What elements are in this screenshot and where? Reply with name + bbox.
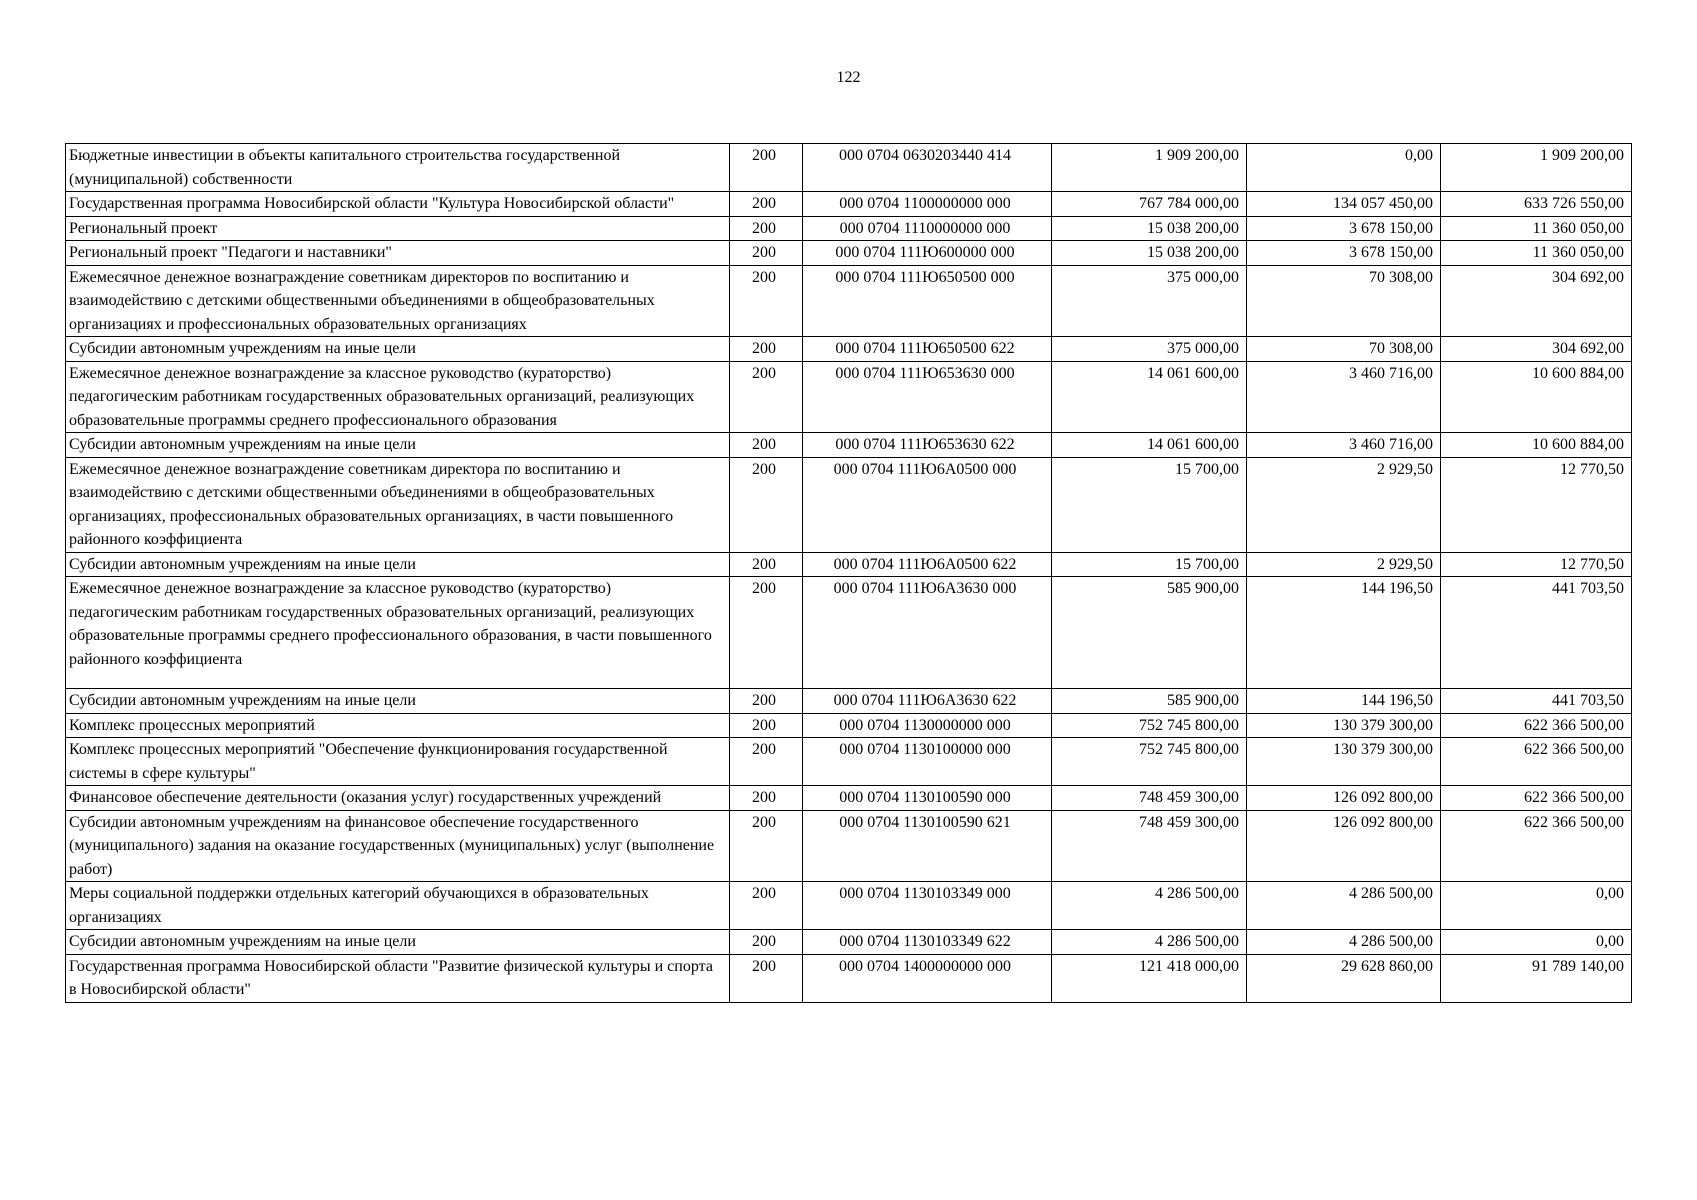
row-classification-code-cell: 000 0704 111Ю6А0500 622 xyxy=(803,552,1052,577)
row-code-cell: 200 xyxy=(730,337,803,362)
row-code-cell: 200 xyxy=(730,954,803,1002)
row-classification-code-cell: 000 0704 1130000000 000 xyxy=(803,713,1052,738)
row-code-cell: 200 xyxy=(730,361,803,433)
row-code-cell: 200 xyxy=(730,689,803,714)
row-name-cell: Ежемесячное денежное вознаграждение за классное руководство (кураторство) педагогическим работникам государственных образовательных организаций, реализующих образовательные программы среднего профессионального образования, в части повышенного районного коэффициента xyxy=(66,577,730,689)
row-executed-amount-cell: 3 678 150,00 xyxy=(1247,216,1441,241)
table-row xyxy=(66,265,1632,337)
row-unexecuted-amount-cell: 12 770,50 xyxy=(1441,457,1632,552)
row-executed-amount-cell: 29 628 860,00 xyxy=(1247,954,1441,1002)
row-code-cell: 200 xyxy=(730,713,803,738)
row-executed-amount-cell: 4 286 500,00 xyxy=(1247,930,1441,955)
table-row xyxy=(66,738,1632,786)
row-executed-amount-cell: 2 929,50 xyxy=(1247,457,1441,552)
row-classification-code-cell: 000 0704 1130100000 000 xyxy=(803,738,1052,786)
row-name-cell: Бюджетные инвестиции в объекты капитального строительства государственной (муниципальной) собственности xyxy=(66,144,730,192)
row-code-cell: 200 xyxy=(730,265,803,337)
table-row xyxy=(66,577,1632,689)
row-unexecuted-amount-cell: 633 726 550,00 xyxy=(1441,192,1632,217)
table-row xyxy=(66,930,1632,955)
row-code-cell: 200 xyxy=(730,216,803,241)
row-unexecuted-amount-cell: 1 909 200,00 xyxy=(1441,144,1632,192)
row-unexecuted-amount-cell: 11 360 050,00 xyxy=(1441,241,1632,266)
row-code-cell: 200 xyxy=(730,457,803,552)
row-executed-amount-cell: 130 379 300,00 xyxy=(1247,713,1441,738)
table-row xyxy=(66,882,1632,930)
row-code-cell: 200 xyxy=(730,552,803,577)
row-name-cell: Комплекс процессных мероприятий "Обеспечение функционирования государственной системы в сфере культуры" xyxy=(66,738,730,786)
row-executed-amount-cell: 144 196,50 xyxy=(1247,689,1441,714)
row-code-cell: 200 xyxy=(730,241,803,266)
row-approved-amount-cell: 748 459 300,00 xyxy=(1052,786,1247,811)
table-row xyxy=(66,241,1632,266)
table-row xyxy=(66,810,1632,882)
row-unexecuted-amount-cell: 304 692,00 xyxy=(1441,337,1632,362)
row-name-cell: Государственная программа Новосибирской области "Развитие физической культуры и спорта в Новосибирской области" xyxy=(66,954,730,1002)
row-classification-code-cell: 000 0704 111Ю653630 000 xyxy=(803,361,1052,433)
row-classification-code-cell: 000 0704 111Ю650500 000 xyxy=(803,265,1052,337)
row-approved-amount-cell: 14 061 600,00 xyxy=(1052,361,1247,433)
row-executed-amount-cell: 70 308,00 xyxy=(1247,265,1441,337)
table-row xyxy=(66,954,1632,1002)
row-name-cell: Субсидии автономным учреждениям на финансовое обеспечение государственного (муниципального) задания на оказание государственных (муниципальных) услуг (выполнение работ) xyxy=(66,810,730,882)
row-classification-code-cell: 000 0704 111Ю650500 622 xyxy=(803,337,1052,362)
row-unexecuted-amount-cell: 91 789 140,00 xyxy=(1441,954,1632,1002)
row-executed-amount-cell: 3 678 150,00 xyxy=(1247,241,1441,266)
row-unexecuted-amount-cell: 10 600 884,00 xyxy=(1441,361,1632,433)
row-code-cell: 200 xyxy=(730,882,803,930)
row-classification-code-cell: 000 0704 1130103349 000 xyxy=(803,882,1052,930)
row-approved-amount-cell: 1 909 200,00 xyxy=(1052,144,1247,192)
row-approved-amount-cell: 121 418 000,00 xyxy=(1052,954,1247,1002)
table-row xyxy=(66,433,1632,458)
page-number: 122 xyxy=(836,69,861,86)
row-approved-amount-cell: 767 784 000,00 xyxy=(1052,192,1247,217)
table-row xyxy=(66,786,1632,811)
table-row xyxy=(66,689,1632,714)
row-executed-amount-cell: 70 308,00 xyxy=(1247,337,1441,362)
table-row xyxy=(66,216,1632,241)
row-code-cell: 200 xyxy=(730,930,803,955)
row-code-cell: 200 xyxy=(730,192,803,217)
budget-execution-table xyxy=(65,143,1632,1003)
table-row xyxy=(66,337,1632,362)
row-approved-amount-cell: 4 286 500,00 xyxy=(1052,882,1247,930)
row-unexecuted-amount-cell: 0,00 xyxy=(1441,882,1632,930)
row-unexecuted-amount-cell: 304 692,00 xyxy=(1441,265,1632,337)
row-name-cell: Финансовое обеспечение деятельности (оказания услуг) государственных учреждений xyxy=(66,786,730,811)
row-code-cell: 200 xyxy=(730,144,803,192)
row-name-cell: Государственная программа Новосибирской области "Культура Новосибирской области" xyxy=(66,192,730,217)
row-executed-amount-cell: 126 092 800,00 xyxy=(1247,786,1441,811)
row-code-cell: 200 xyxy=(730,786,803,811)
row-approved-amount-cell: 375 000,00 xyxy=(1052,265,1247,337)
row-classification-code-cell: 000 0704 0630203440 414 xyxy=(803,144,1052,192)
row-name-cell: Меры социальной поддержки отдельных категорий обучающихся в образовательных организациях xyxy=(66,882,730,930)
row-name-cell: Ежемесячное денежное вознаграждение советникам директора по воспитанию и взаимодействию с детскими общественными объединениями в общеобразовательных организациях, профессиональных образовательных организациях, в части повышенного районного коэффициента xyxy=(66,457,730,552)
row-executed-amount-cell: 4 286 500,00 xyxy=(1247,882,1441,930)
row-classification-code-cell: 000 0704 1110000000 000 xyxy=(803,216,1052,241)
row-code-cell: 200 xyxy=(730,433,803,458)
row-executed-amount-cell: 3 460 716,00 xyxy=(1247,433,1441,458)
row-executed-amount-cell: 134 057 450,00 xyxy=(1247,192,1441,217)
row-approved-amount-cell: 15 038 200,00 xyxy=(1052,241,1247,266)
row-executed-amount-cell: 2 929,50 xyxy=(1247,552,1441,577)
row-name-cell: Региональный проект xyxy=(66,216,730,241)
table-row xyxy=(66,457,1632,552)
row-name-cell: Ежемесячное денежное вознаграждение за классное руководство (кураторство) педагогическим работникам государственных образовательных организаций, реализующих образовательные программы среднего профессионального образования xyxy=(66,361,730,433)
row-classification-code-cell: 000 0704 1130100590 621 xyxy=(803,810,1052,882)
row-executed-amount-cell: 144 196,50 xyxy=(1247,577,1441,689)
row-unexecuted-amount-cell: 622 366 500,00 xyxy=(1441,713,1632,738)
row-executed-amount-cell: 3 460 716,00 xyxy=(1247,361,1441,433)
row-unexecuted-amount-cell: 0,00 xyxy=(1441,930,1632,955)
row-classification-code-cell: 000 0704 1130103349 622 xyxy=(803,930,1052,955)
row-executed-amount-cell: 126 092 800,00 xyxy=(1247,810,1441,882)
row-classification-code-cell: 000 0704 1100000000 000 xyxy=(803,192,1052,217)
row-approved-amount-cell: 748 459 300,00 xyxy=(1052,810,1247,882)
row-name-cell: Субсидии автономным учреждениям на иные цели xyxy=(66,930,730,955)
row-name-cell: Субсидии автономным учреждениям на иные цели xyxy=(66,552,730,577)
row-name-cell: Региональный проект "Педагоги и наставники" xyxy=(66,241,730,266)
row-unexecuted-amount-cell: 10 600 884,00 xyxy=(1441,433,1632,458)
row-classification-code-cell: 000 0704 1130100590 000 xyxy=(803,786,1052,811)
table-row xyxy=(66,192,1632,217)
row-approved-amount-cell: 752 745 800,00 xyxy=(1052,713,1247,738)
table-row xyxy=(66,144,1632,192)
row-name-cell: Субсидии автономным учреждениям на иные цели xyxy=(66,689,730,714)
row-name-cell: Ежемесячное денежное вознаграждение советникам директоров по воспитанию и взаимодействию с детскими общественными объединениями в общеобразовательных организациях и профессиональных образовательных организациях xyxy=(66,265,730,337)
row-name-cell: Субсидии автономным учреждениям на иные цели xyxy=(66,433,730,458)
row-approved-amount-cell: 585 900,00 xyxy=(1052,577,1247,689)
row-approved-amount-cell: 752 745 800,00 xyxy=(1052,738,1247,786)
row-approved-amount-cell: 375 000,00 xyxy=(1052,337,1247,362)
row-approved-amount-cell: 585 900,00 xyxy=(1052,689,1247,714)
row-unexecuted-amount-cell: 622 366 500,00 xyxy=(1441,810,1632,882)
row-classification-code-cell: 000 0704 1400000000 000 xyxy=(803,954,1052,1002)
row-classification-code-cell: 000 0704 111Ю6А0500 000 xyxy=(803,457,1052,552)
table-row xyxy=(66,552,1632,577)
row-classification-code-cell: 000 0704 111Ю653630 622 xyxy=(803,433,1052,458)
row-code-cell: 200 xyxy=(730,810,803,882)
row-code-cell: 200 xyxy=(730,577,803,689)
row-classification-code-cell: 000 0704 111Ю600000 000 xyxy=(803,241,1052,266)
table-row xyxy=(66,713,1632,738)
row-approved-amount-cell: 15 700,00 xyxy=(1052,552,1247,577)
row-name-cell: Комплекс процессных мероприятий xyxy=(66,713,730,738)
row-classification-code-cell: 000 0704 111Ю6А3630 000 xyxy=(803,577,1052,689)
row-classification-code-cell: 000 0704 111Ю6А3630 622 xyxy=(803,689,1052,714)
row-code-cell: 200 xyxy=(730,738,803,786)
row-unexecuted-amount-cell: 622 366 500,00 xyxy=(1441,738,1632,786)
row-unexecuted-amount-cell: 12 770,50 xyxy=(1441,552,1632,577)
row-unexecuted-amount-cell: 441 703,50 xyxy=(1441,577,1632,689)
row-unexecuted-amount-cell: 441 703,50 xyxy=(1441,689,1632,714)
row-approved-amount-cell: 15 700,00 xyxy=(1052,457,1247,552)
table-row xyxy=(66,361,1632,433)
row-unexecuted-amount-cell: 622 366 500,00 xyxy=(1441,786,1632,811)
row-name-cell: Субсидии автономным учреждениям на иные цели xyxy=(66,337,730,362)
table-body xyxy=(66,144,1632,1003)
row-approved-amount-cell: 4 286 500,00 xyxy=(1052,930,1247,955)
row-unexecuted-amount-cell: 11 360 050,00 xyxy=(1441,216,1632,241)
row-approved-amount-cell: 14 061 600,00 xyxy=(1052,433,1247,458)
row-executed-amount-cell: 130 379 300,00 xyxy=(1247,738,1441,786)
row-executed-amount-cell: 0,00 xyxy=(1247,144,1441,192)
row-approved-amount-cell: 15 038 200,00 xyxy=(1052,216,1247,241)
